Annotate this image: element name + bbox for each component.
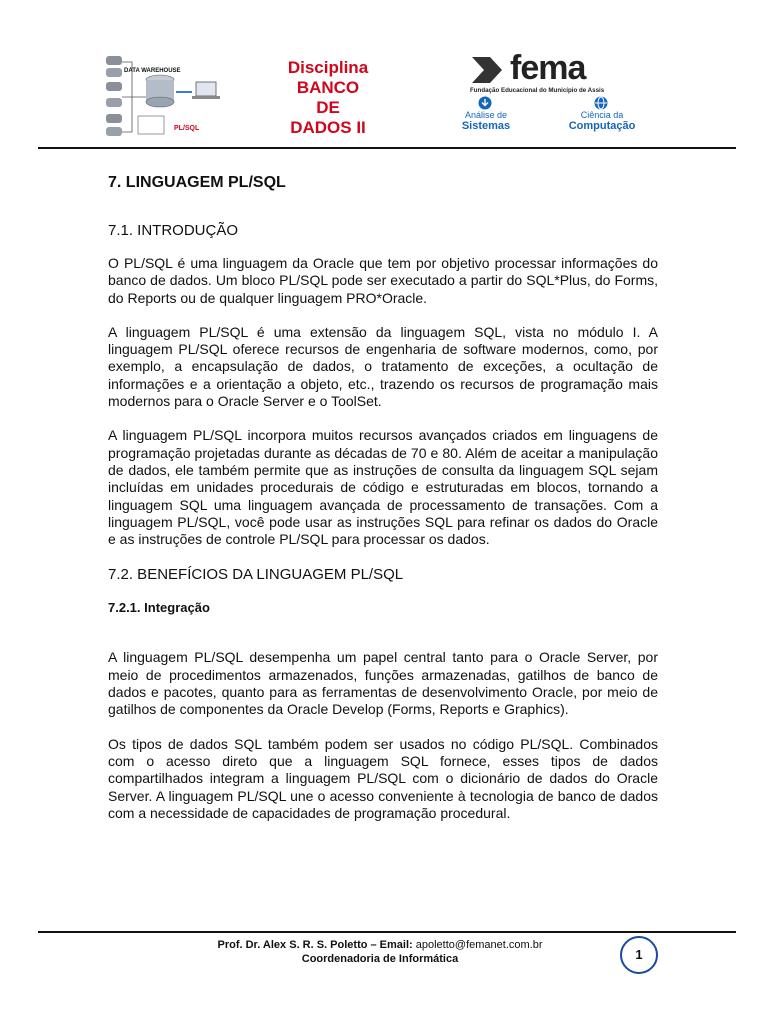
page-number: 1 xyxy=(620,936,658,974)
document-body xyxy=(108,172,658,839)
chapter-title: 7. LINGUAGEM PL/SQL xyxy=(108,174,286,191)
fema-arrow-icon xyxy=(470,55,510,85)
footer-author-line xyxy=(100,938,660,952)
section-heading-intro: 7.1. INTRODUÇÃO xyxy=(108,222,239,239)
footer-author: Prof. Dr. Alex S. R. S. Poletto – Email: xyxy=(217,939,413,951)
database-icon-stack xyxy=(106,56,122,136)
paragraph: Os tipos de dados SQL também podem ser usados no código PL/SQL. Combinados com o acesso direto que a linguagem SQL fornece, esses tipos de dados compartilhados integram a linguagem PL/SQL com o dicionário de dados do Oracle Server. A linguagem PL/SQL une o acesso conveniente à tecnologia de banco de dados com a necessidade de capacidades de programação procedural. xyxy=(108,735,658,821)
paragraph: A linguagem PL/SQL desempenha um papel central tanto para o Oracle Server, por meio de procedimentos armazenados, funções armazenadas, gatilhos de banco de dados e pacotes, quanto para as ferramentas de desenvolvimento Oracle, por meio de gatilhos de componentes da Oracle Develop (Forms, Reports e Graphics). xyxy=(108,649,658,718)
footer-divider xyxy=(38,931,736,933)
discipline-line: DADOS II xyxy=(290,118,366,137)
discipline-line: BANCO xyxy=(296,78,360,97)
download-icon xyxy=(478,96,492,110)
section-heading-benefits: 7.2. BENEFÍCIOS DA LINGUAGEM PL/SQL xyxy=(108,566,404,584)
discipline-line: DE xyxy=(316,98,340,117)
data-warehouse-label: DATA WAREHOUSE xyxy=(124,68,181,74)
course-ciencia-computacao: Ciência da Computação xyxy=(568,110,636,132)
paragraph: A linguagem PL/SQL incorpora muitos recursos avançados criados em linguagens de programação projetadas durante as décadas de 70 e 80. Além de aceitar a manipulação de dados, ele também permite que as instruções de consulta da linguagem SQL sejam incluídas em unidades procedurais de código e estruturadas em blocos, tornando a linguagem SQL uma linguagem avançada de processamento de transações. Com a linguagem PL/SQL, você pode usar as instruções SQL para refinar os dados do Oracle e as instruções de controle PL/SQL para processar os dados. xyxy=(108,427,658,548)
course-analise-sistemas: Análise de Sistemas xyxy=(461,110,511,132)
plsql-label: PL/SQL xyxy=(174,125,200,132)
fema-subtitle: Fundação Educacional do Município de Assis xyxy=(470,87,605,94)
header-divider xyxy=(38,147,736,149)
footer-email: apoletto@femanet.com.br xyxy=(412,939,543,951)
discipline-title xyxy=(258,58,398,138)
footer-department: Coordenadoria de Informática xyxy=(301,953,459,965)
globe-icon xyxy=(594,96,608,110)
fema-wordmark: fema xyxy=(510,49,586,87)
data-warehouse-graphic xyxy=(100,52,240,140)
paragraph: O PL/SQL é uma linguagem da Oracle que tem por objetivo processar informações do banco de dados. Um bloco PL/SQL pode ser executado a partir do SQL*Plus, do Forms, do Reports ou de qualquer linguagem PRO*Oracle. xyxy=(108,255,658,306)
page-footer xyxy=(100,938,660,966)
laptop-icon xyxy=(192,82,220,99)
page-header xyxy=(0,0,768,150)
discipline-line: Disciplina xyxy=(287,58,369,77)
subsection-heading-integration: 7.2.1. Integração xyxy=(108,600,210,616)
central-database-icon xyxy=(146,75,174,107)
note-box xyxy=(138,116,164,134)
paragraph: A linguagem PL/SQL é uma extensão da linguagem SQL, vista no módulo I. A linguagem PL/SQL oferece recursos de engenharia de software modernos, como, por exemplo, a encapsulação de dados, o tratamento de exceções, a ocultação de informações e a orientação a objeto, etc., trazendo os recursos de programação mais modernos para o Oracle Server e o ToolSet. xyxy=(108,323,658,410)
fema-logo xyxy=(461,49,648,142)
